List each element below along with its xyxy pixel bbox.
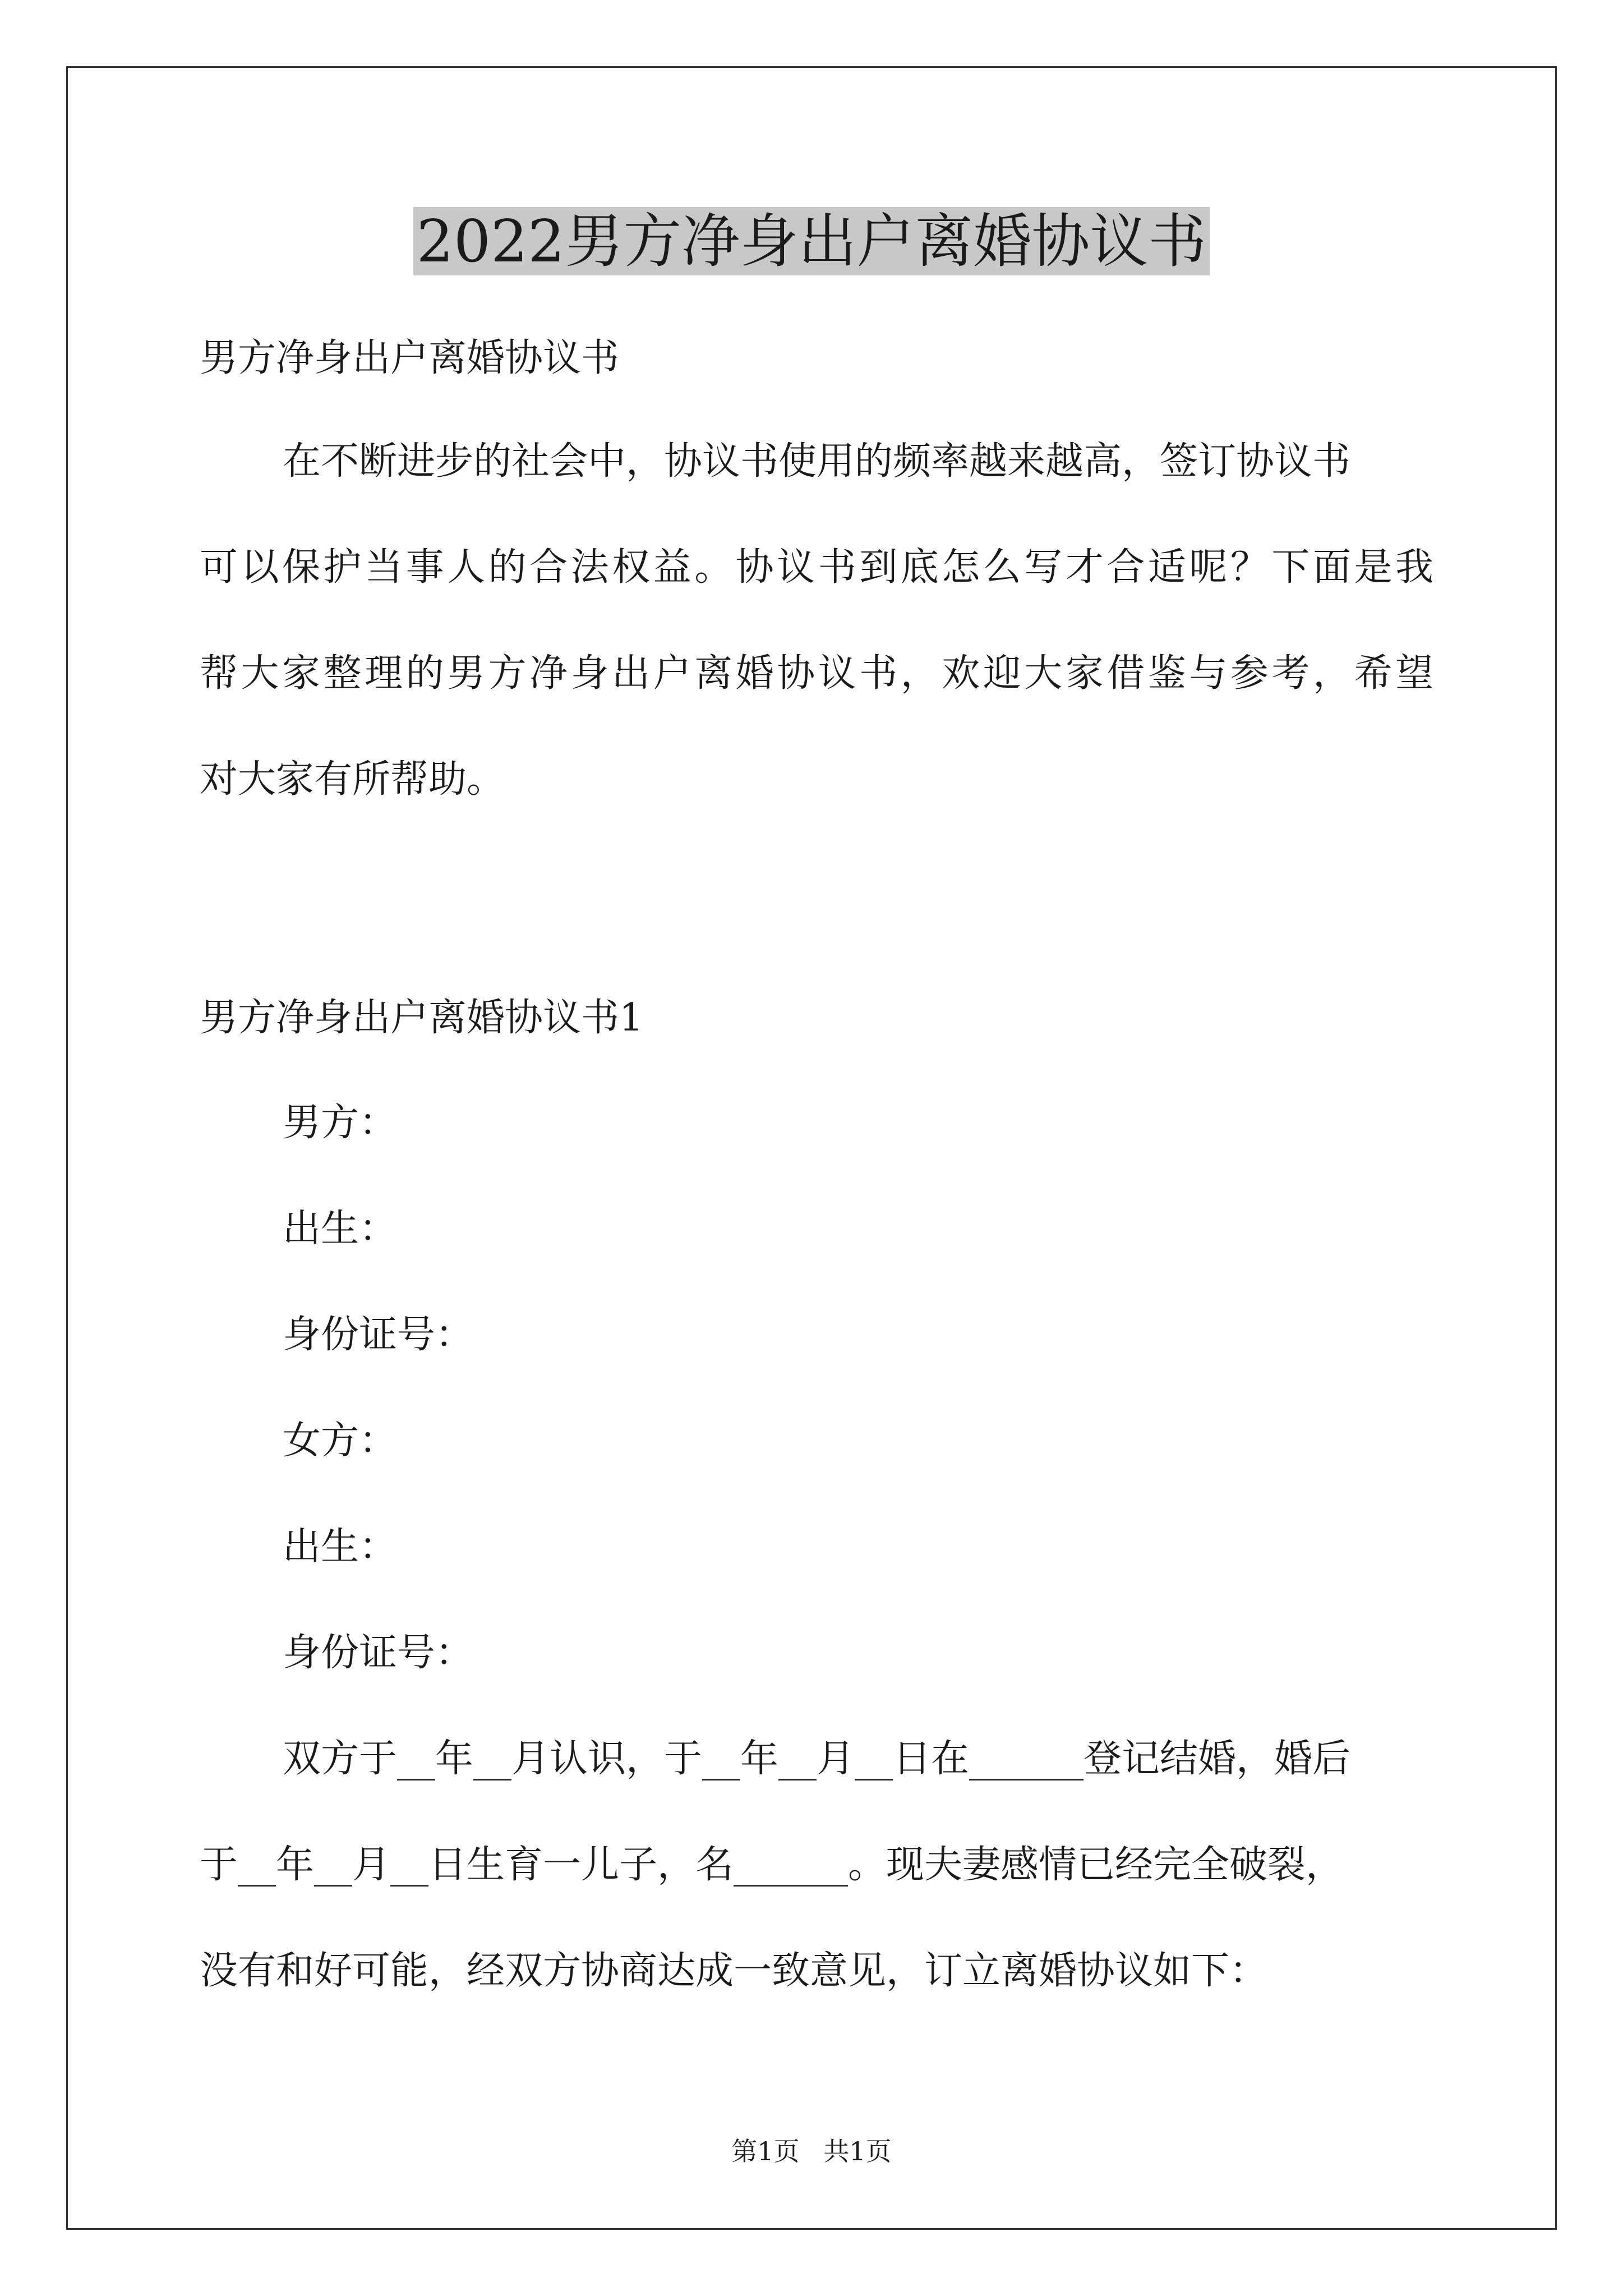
- intro-paragraph-line-3: 帮大家整理的男方净身出户离婚协议书，欢迎大家借鉴与参考，希望: [200, 651, 1433, 696]
- agreement-paragraph-line-3: 没有和好可能，经双方协商达成一致意见，订立离婚协议如下：: [200, 1949, 1268, 1993]
- agreement-paragraph-line-1: 双方于__年__月认识，于__年__月__日在______登记结婚，婚后: [283, 1737, 1351, 1781]
- female-birth-label: 出生：: [283, 1525, 398, 1569]
- page-total: 共1页: [823, 2136, 892, 2166]
- page-number: 第1页: [731, 2136, 800, 2166]
- agreement-paragraph-line-2: 于__年__月__日生育一儿子，名______。现夫妻感情已经完全破裂，: [200, 1843, 1344, 1887]
- intro-paragraph-line-2: 可以保护当事人的合法权益。协议书到底怎么写才合适呢？下面是我: [200, 545, 1433, 590]
- female-id-label: 身份证号：: [283, 1631, 474, 1675]
- intro-heading: 男方净身出户离婚协议书: [200, 336, 620, 380]
- document-title: 2022男方净身出户离婚协议书: [0, 202, 1623, 280]
- section-heading: 男方净身出户离婚协议书1: [200, 996, 644, 1040]
- intro-paragraph-line-1: 在不断进步的社会中，协议书使用的频率越来越高，签订协议书: [283, 439, 1351, 484]
- page-footer: [0, 2134, 1623, 2168]
- female-label: 女方：: [283, 1419, 398, 1463]
- male-id-label: 身份证号：: [283, 1313, 474, 1357]
- male-birth-label: 出生：: [283, 1207, 398, 1251]
- male-label: 男方：: [283, 1101, 398, 1145]
- intro-paragraph-line-4: 对大家有所帮助。: [200, 757, 505, 802]
